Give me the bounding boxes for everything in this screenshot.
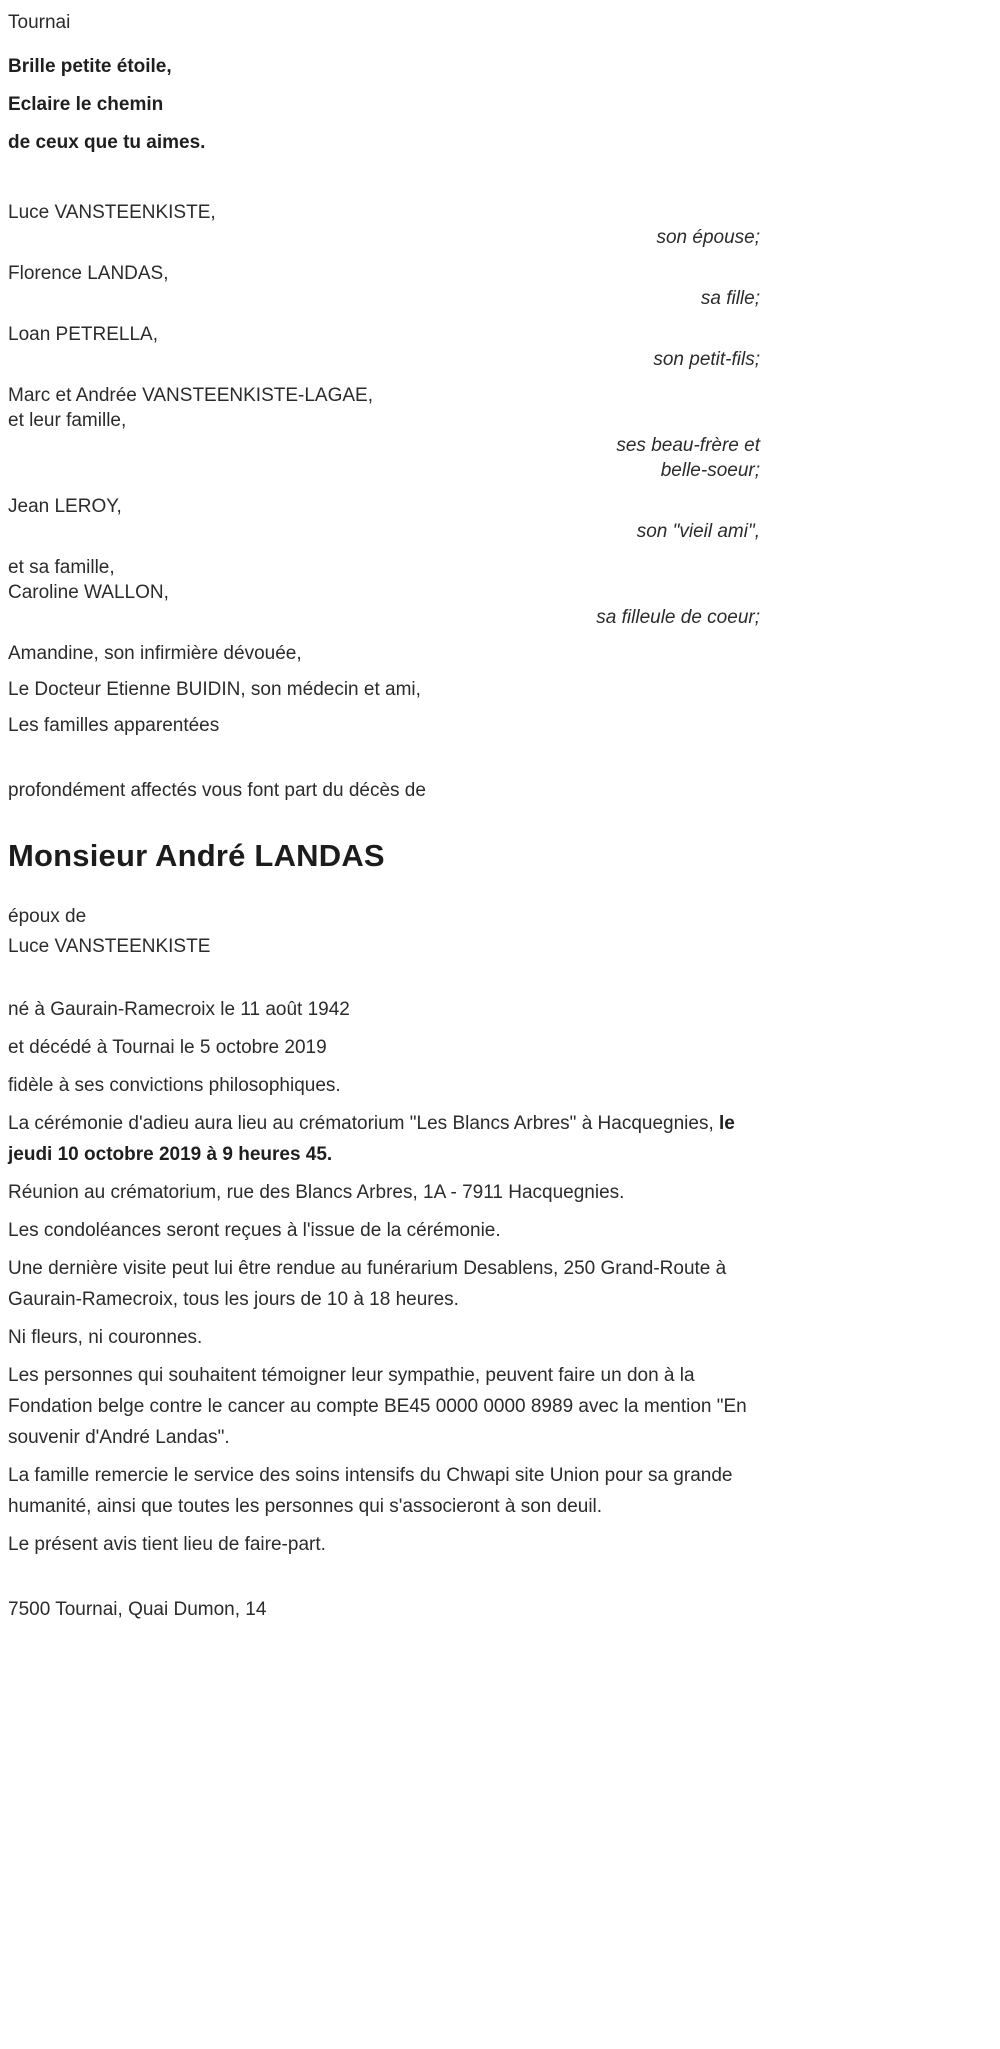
deceased-name: Monsieur André LANDAS bbox=[8, 838, 385, 873]
family-entry bbox=[8, 383, 760, 483]
mourner-relation: ses beau-frère et bbox=[616, 435, 760, 456]
family-entry bbox=[8, 555, 760, 630]
mourner-name: Luce VANSTEENKISTE, bbox=[8, 202, 216, 223]
thanks-paragraph: La famille remercie le service des soins intensifs du Chwapi site Union pour sa grande humanité, ainsi que toutes les personnes qui s'associeront à son deuil. bbox=[8, 1465, 733, 1517]
ceremony-datetime: le jeudi 10 octobre 2019 à 9 heures 45. bbox=[8, 1113, 735, 1165]
spouse-name: Luce VANSTEENKISTE bbox=[8, 936, 211, 957]
condolences-paragraph: Les condoléances seront reçues à l'issue de la cérémonie. bbox=[8, 1220, 501, 1241]
footer-address: 7500 Tournai, Quai Dumon, 14 bbox=[8, 1599, 267, 1620]
family-entry bbox=[8, 322, 760, 372]
family-entry bbox=[8, 494, 760, 544]
family-entry bbox=[8, 261, 760, 311]
city: Tournai bbox=[8, 12, 71, 33]
mourner-relation: son épouse; bbox=[656, 227, 760, 248]
convictions-line: fidèle à ses convictions philosophiques. bbox=[8, 1075, 341, 1096]
family-entry bbox=[8, 677, 760, 702]
mourner-name: Le Docteur Etienne BUIDIN, son médecin et ami, bbox=[8, 679, 421, 700]
spouse-label: époux de bbox=[8, 906, 87, 927]
intro-text: profondément affectés vous font part du décès de bbox=[8, 780, 426, 801]
mourner-relation: sa fille; bbox=[700, 288, 760, 309]
mourner-name: Jean LEROY, bbox=[8, 496, 122, 517]
poem-line: de ceux que tu aimes. bbox=[8, 132, 206, 153]
last-visit-paragraph: Une dernière visite peut lui être rendue au funérarium Desablens, 250 Grand-Route à Gaurain-Ramecroix, tous les jours de 10 à 18 heures. bbox=[8, 1258, 727, 1310]
spouse-block bbox=[8, 902, 760, 962]
ceremony-text: La cérémonie d'adieu aura lieu au crématorium "Les Blancs Arbres" à Hacquegnies, bbox=[8, 1113, 720, 1134]
mourner-name: et leur famille, bbox=[8, 410, 127, 431]
mourner-name: Amandine, son infirmière dévouée, bbox=[8, 643, 302, 664]
donation-paragraph: Les personnes qui souhaitent témoigner leur sympathie, peuvent faire un don à la Fondation belge contre le cancer au compte BE45 0000 0000 8989 avec la mention "En souvenir d'André Landas". bbox=[8, 1365, 747, 1448]
mourner-relation: belle-soeur; bbox=[660, 460, 760, 481]
reunion-paragraph: Réunion au crématorium, rue des Blancs Arbres, 1A - 7911 Hacquegnies. bbox=[8, 1182, 625, 1203]
death-notice-content bbox=[8, 10, 760, 1625]
ceremony-paragraph bbox=[8, 1108, 760, 1170]
mourner-name: Loan PETRELLA, bbox=[8, 324, 158, 345]
family-entry bbox=[8, 641, 760, 666]
poem-line: Brille petite étoile, bbox=[8, 56, 172, 77]
family-entry bbox=[8, 200, 760, 250]
mourner-name: et sa famille, bbox=[8, 557, 115, 578]
death-line: et décédé à Tournai le 5 octobre 2019 bbox=[8, 1037, 327, 1058]
poem-line: Eclaire le chemin bbox=[8, 94, 164, 115]
mourner-name: Florence LANDAS, bbox=[8, 263, 169, 284]
mourner-name: Marc et Andrée VANSTEENKISTE-LAGAE, bbox=[8, 385, 373, 406]
family-list bbox=[8, 200, 760, 738]
flowers-paragraph: Ni fleurs, ni couronnes. bbox=[8, 1327, 203, 1348]
mourner-relation: sa filleule de coeur; bbox=[596, 607, 760, 628]
birth-line: né à Gaurain-Ramecroix le 11 août 1942 bbox=[8, 999, 350, 1020]
mourner-relation: son petit-fils; bbox=[653, 349, 760, 370]
notice-paragraph: Le présent avis tient lieu de faire-part. bbox=[8, 1534, 326, 1555]
mourner-name: Caroline WALLON, bbox=[8, 582, 169, 603]
mourner-relation: son "vieil ami", bbox=[636, 521, 760, 542]
epitaph-poem bbox=[8, 48, 760, 162]
mourner-name: Les familles apparentées bbox=[8, 715, 220, 736]
family-entry bbox=[8, 713, 760, 738]
